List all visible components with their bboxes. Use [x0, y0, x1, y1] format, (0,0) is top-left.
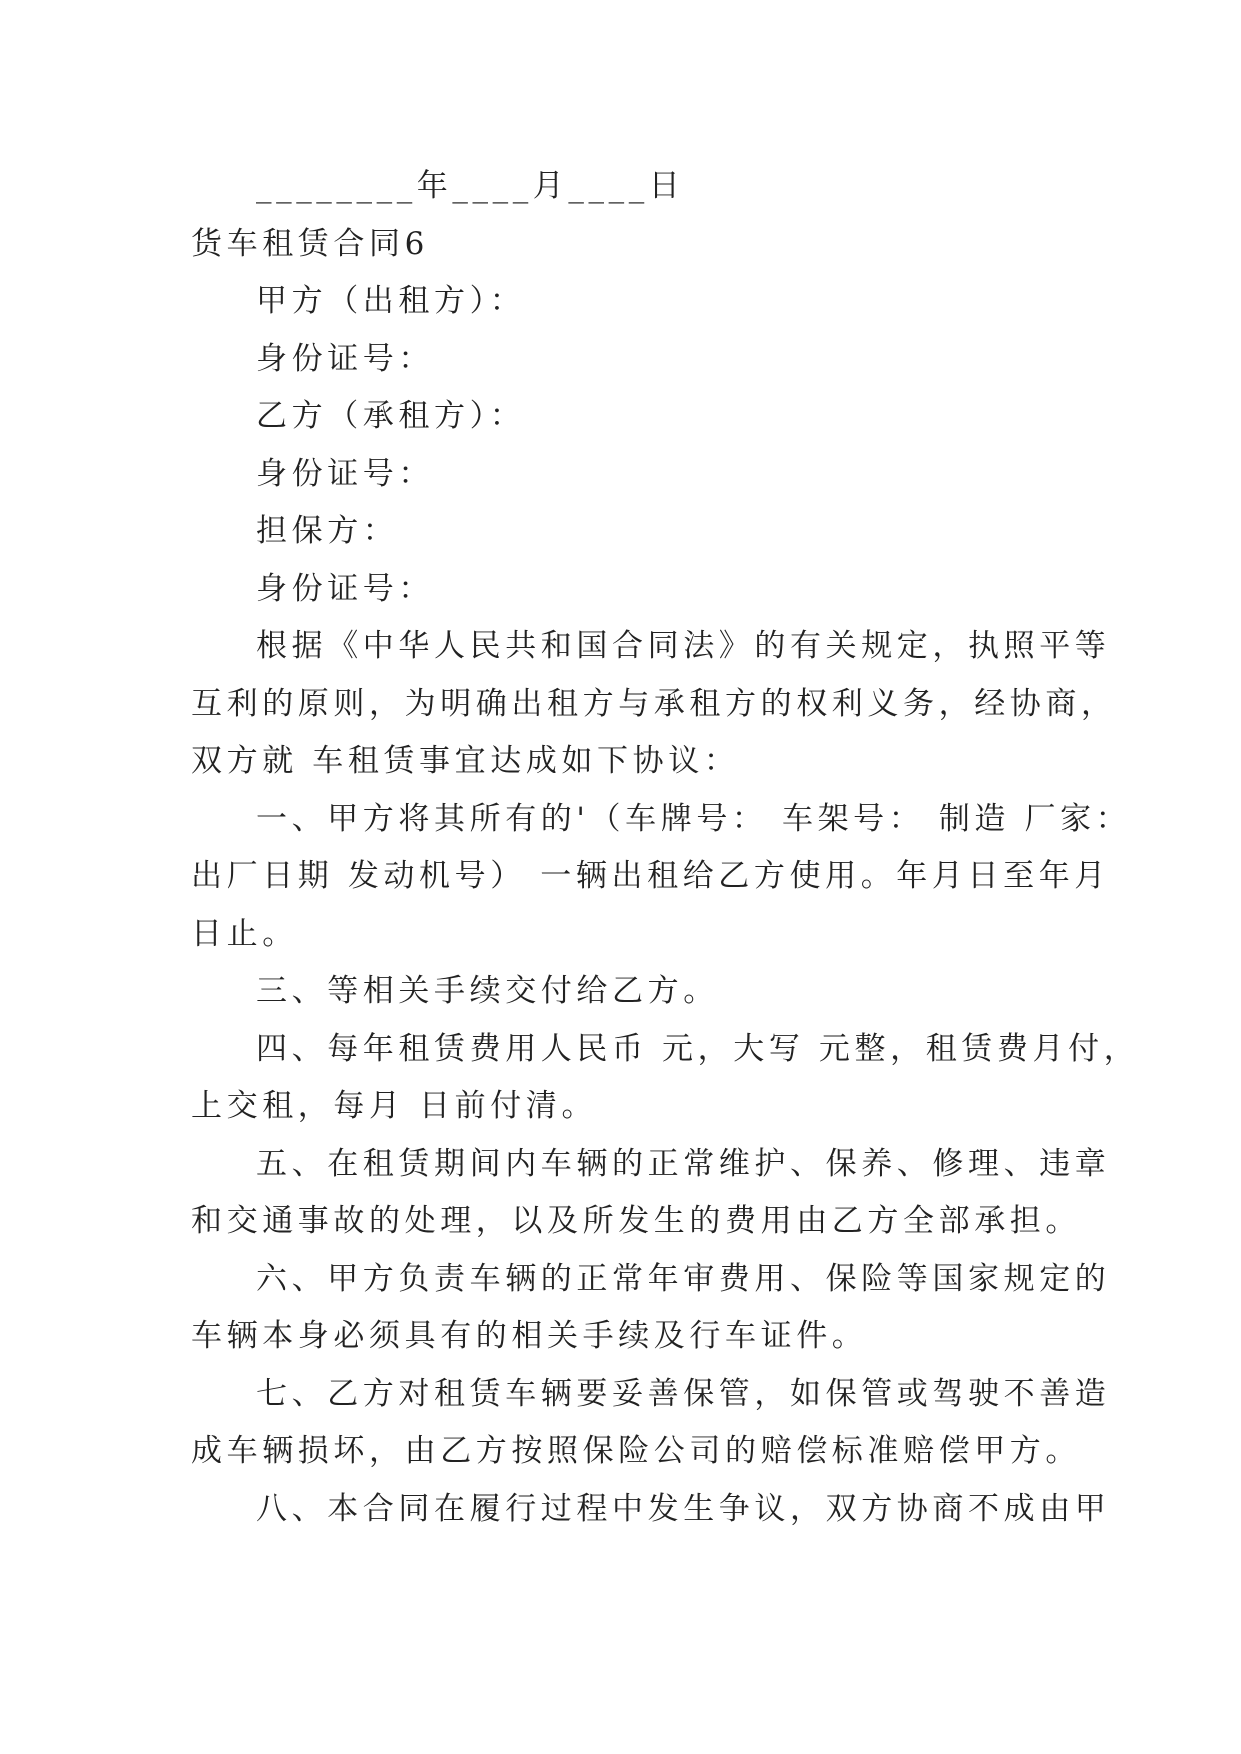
- clause-8-line-1: 八、本合同在履行过程中发生争议，双方协商不成由甲: [256, 1491, 1111, 1527]
- clause-5-line-1: 五、在租赁期间内车辆的正常维护、保养、修理、违章: [256, 1146, 1111, 1182]
- clause-7-line-2: 成车辆损坏，由乙方按照保险公司的赔偿标准赔偿甲方。: [191, 1433, 1081, 1469]
- preamble-line-1: 根据《中华人民共和国合同法》的有关规定，执照平等: [256, 628, 1111, 664]
- party-b-id-line: 身份证号：: [256, 456, 434, 492]
- party-a-id-line: 身份证号：: [256, 341, 434, 377]
- guarantor-line: 担保方：: [256, 513, 399, 549]
- guarantor-id-line: 身份证号：: [256, 571, 434, 607]
- clause-3-line-1: 三、等相关手续交付给乙方。: [256, 973, 719, 1009]
- clause-1-line-1: 一、甲方将其所有的'（车牌号： 车架号： 制造 厂家：: [256, 801, 1132, 837]
- clause-5-line-2: 和交通事故的处理，以及所发生的费用由乙方全部承担。: [191, 1203, 1081, 1239]
- clause-4-line-1: 四、每年租赁费用人民币 元，大写 元整，租赁费月付，: [256, 1031, 1140, 1067]
- preamble-line-3: 双方就 车租赁事宜达成如下协议：: [191, 743, 740, 779]
- party-b-line: 乙方（承租方）：: [256, 398, 526, 434]
- party-a-line: 甲方（出租方）：: [256, 283, 526, 319]
- contract-title: 货车租赁合同6: [191, 226, 429, 262]
- clause-4-line-2: 上交租，每月 日前付清。: [191, 1088, 598, 1124]
- date-line: ________年____月____日: [256, 168, 685, 204]
- preamble-line-2: 互利的原则，为明确出租方与承租方的权利义务，经协商，: [191, 686, 1117, 722]
- clause-6-line-1: 六、甲方负责车辆的正常年审费用、保险等国家规定的: [256, 1261, 1111, 1297]
- clause-7-line-1: 七、乙方对租赁车辆要妥善保管，如保管或驾驶不善造: [256, 1376, 1111, 1412]
- clause-1-line-3: 日止。: [191, 916, 298, 952]
- clause-6-line-2: 车辆本身必须具有的相关手续及行车证件。: [191, 1318, 868, 1354]
- clause-1-line-2: 出厂日期 发动机号） 一辆出租给乙方使用。年月日至年月: [191, 858, 1110, 894]
